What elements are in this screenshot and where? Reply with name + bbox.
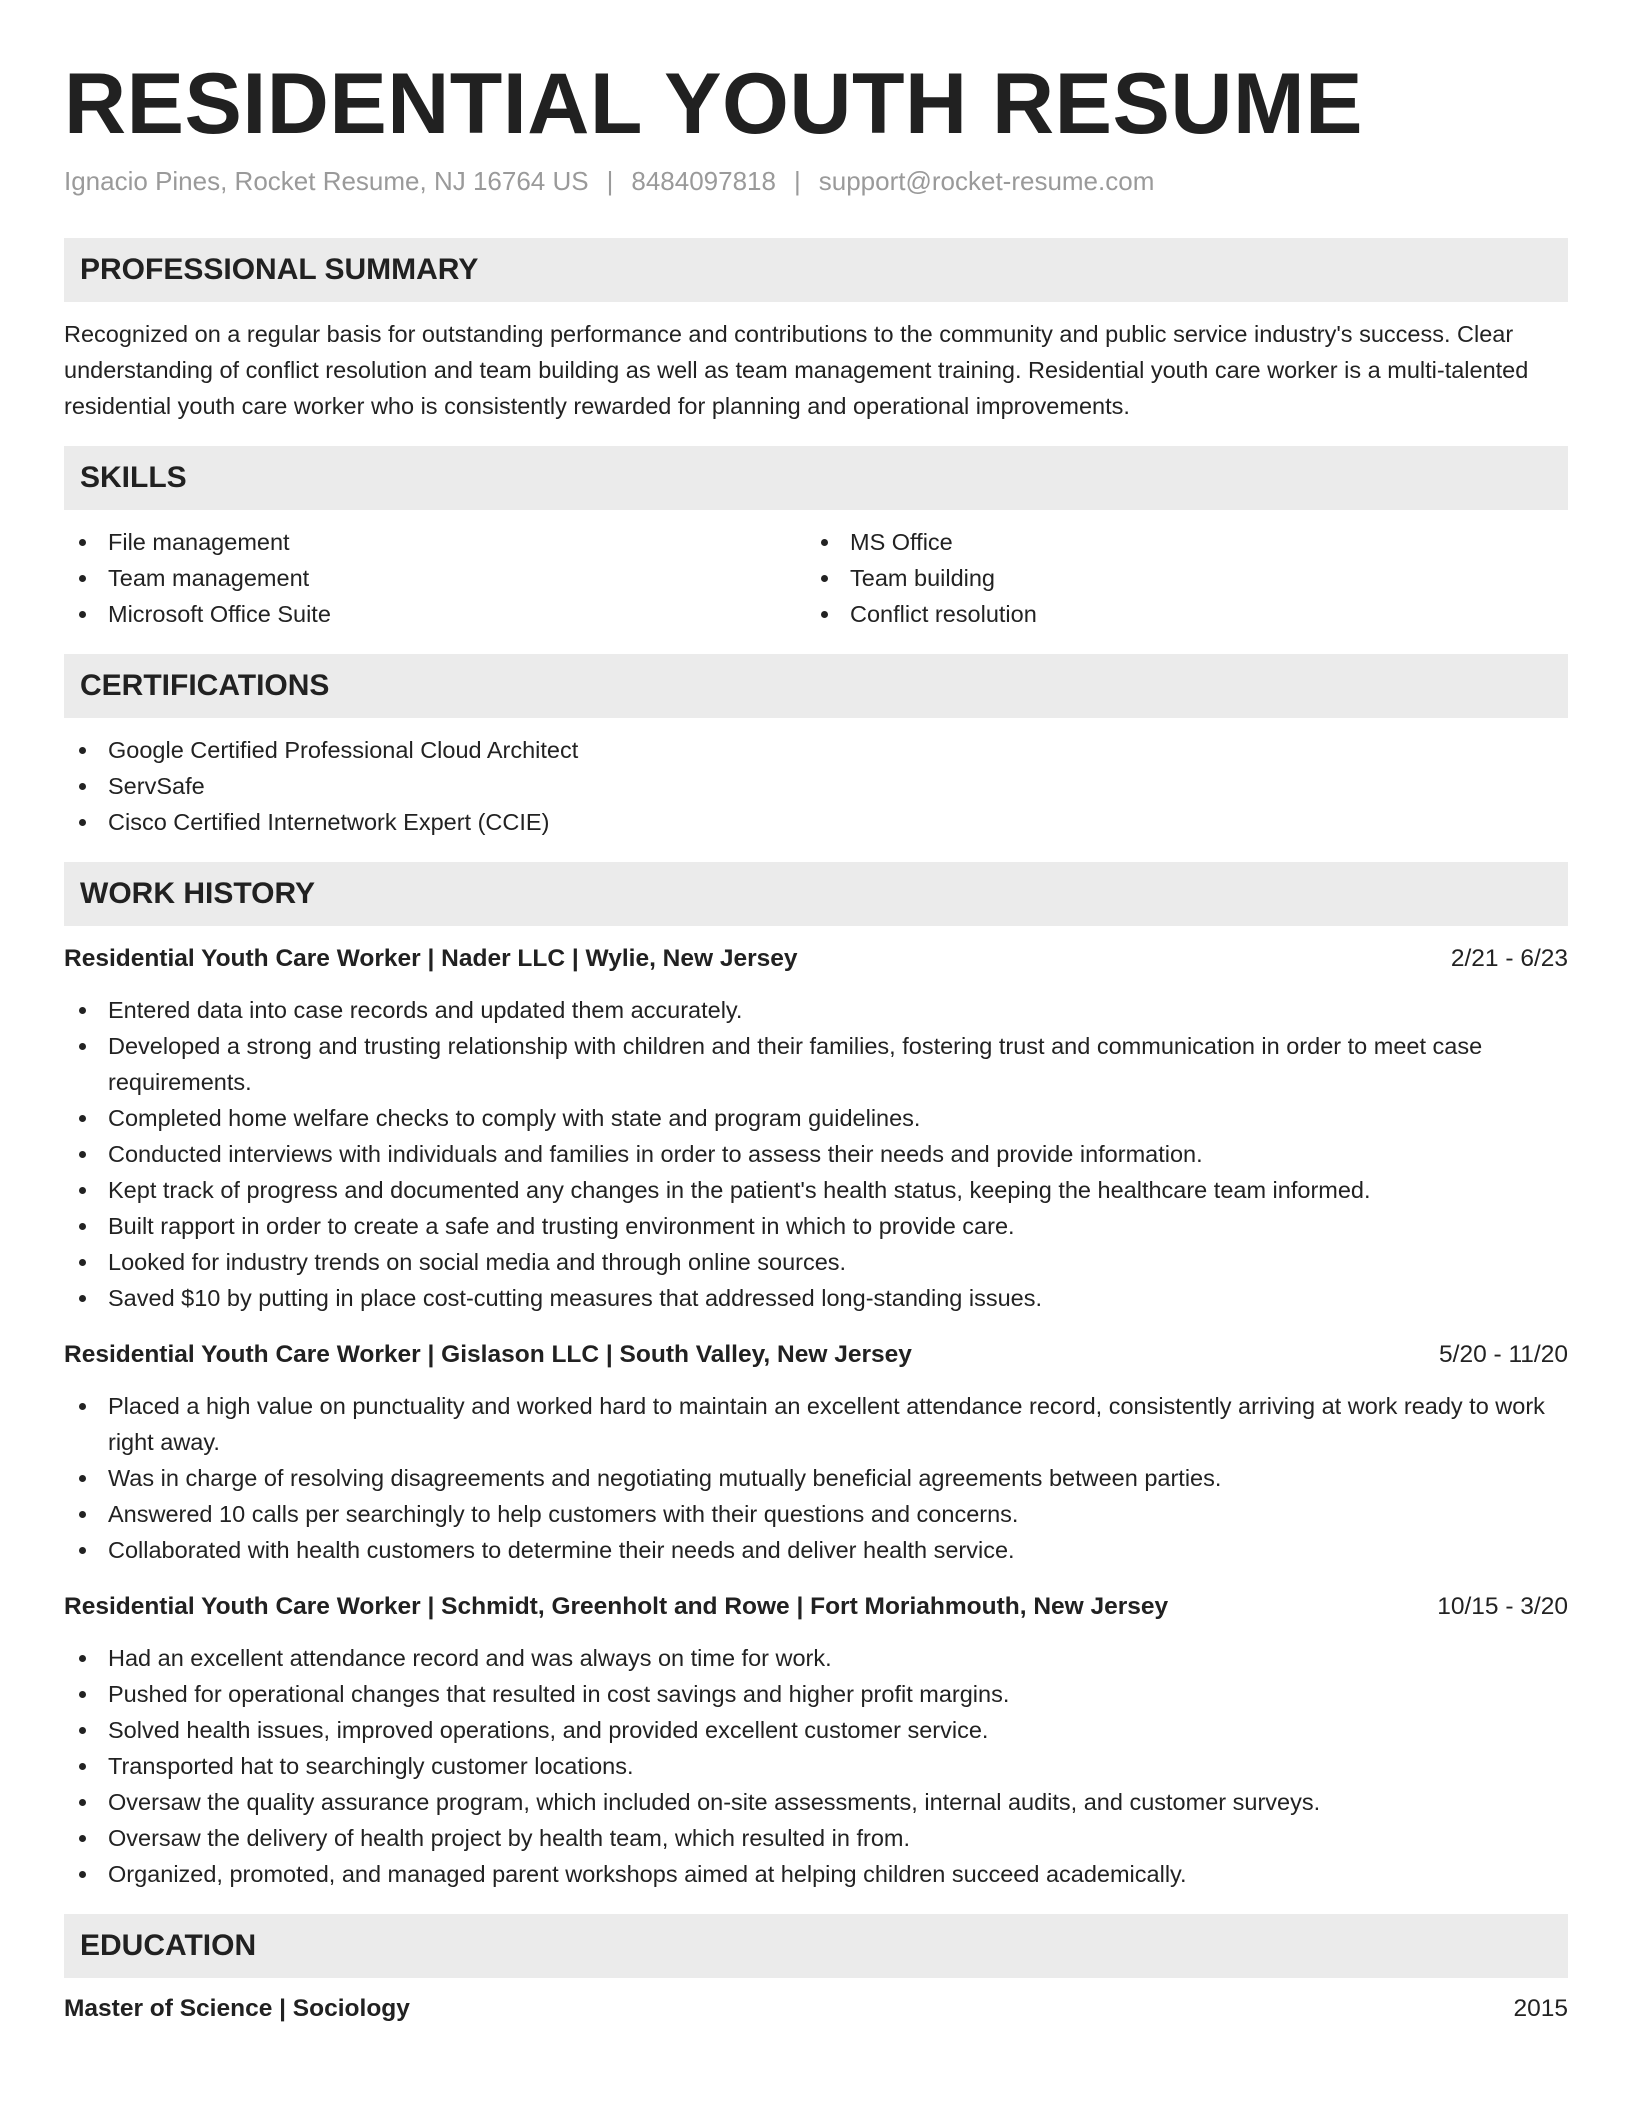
- skill-item: Team management: [64, 560, 806, 596]
- certification-item: Cisco Certified Internetwork Expert (CCIE): [64, 804, 1568, 840]
- section-header-summary: PROFESSIONAL SUMMARY: [64, 238, 1568, 302]
- job-dates: 10/15 - 3/20: [1437, 1593, 1568, 1620]
- skill-item: Microsoft Office Suite: [64, 596, 806, 632]
- job-bullet: Placed a high value on punctuality and worked hard to maintain an excellent attendance record, consistently arriving at work ready to work right away.: [64, 1388, 1568, 1460]
- job-bullet: Oversaw the quality assurance program, which included on-site assessments, internal audits, and customer surveys.: [64, 1784, 1568, 1820]
- job-bullet: Looked for industry trends on social media and through online sources.: [64, 1244, 1568, 1280]
- job-header: [64, 1590, 1568, 1624]
- skill-item: MS Office: [806, 524, 1548, 560]
- job-title: Residential Youth Care Worker | Schmidt, Greenholt and Rowe | Fort Moriahmouth, New Jersey: [64, 1593, 1169, 1620]
- job-bullet: Organized, promoted, and managed parent workshops aimed at helping children succeed academically.: [64, 1856, 1568, 1892]
- job-header: [64, 942, 1568, 976]
- certification-item: ServSafe: [64, 768, 1568, 804]
- skill-item: Conflict resolution: [806, 596, 1548, 632]
- job-bullet: Developed a strong and trusting relationship with children and their families, fostering trust and communication in order to meet case requirements.: [64, 1028, 1568, 1100]
- job-dates: 5/20 - 11/20: [1439, 1341, 1568, 1368]
- section-header-skills: SKILLS: [64, 446, 1568, 510]
- job-bullet: Solved health issues, improved operations, and provided excellent customer service.: [64, 1712, 1568, 1748]
- education-row: [64, 1992, 1568, 2026]
- contact-line: [64, 164, 1568, 198]
- job-title: Residential Youth Care Worker | Gislason LLC | South Valley, New Jersey: [64, 1341, 912, 1368]
- job-bullet: Built rapport in order to create a safe and trusting environment in which to provide care.: [64, 1208, 1568, 1244]
- contact-email: support@rocket-resume.com: [818, 166, 1155, 196]
- contact-address: Ignacio Pines, Rocket Resume, NJ 16764 US: [64, 166, 589, 196]
- skill-item: Team building: [806, 560, 1548, 596]
- job-bullet: Conducted interviews with individuals and families in order to assess their needs and provide information.: [64, 1136, 1568, 1172]
- certification-item: Google Certified Professional Cloud Architect: [64, 732, 1568, 768]
- job-bullets: [64, 1640, 1568, 1892]
- job-bullet: Was in charge of resolving disagreements and negotiating mutually beneficial agreements between parties.: [64, 1460, 1568, 1496]
- skill-item: File management: [64, 524, 806, 560]
- contact-phone: 8484097818: [631, 166, 776, 196]
- job-header: [64, 1338, 1568, 1372]
- skills-column-right: [806, 524, 1548, 632]
- job-bullet: Answered 10 calls per searchingly to help customers with their questions and concerns.: [64, 1496, 1568, 1532]
- certifications-list: [64, 732, 1568, 840]
- job-bullet: Saved $10 by putting in place cost-cutting measures that addressed long-standing issues.: [64, 1280, 1568, 1316]
- contact-separator: |: [606, 166, 614, 196]
- skills-column-left: [64, 524, 806, 632]
- job-dates: 2/21 - 6/23: [1450, 945, 1568, 972]
- job-bullets: [64, 1388, 1568, 1568]
- education-degree: Master of Science | Sociology: [64, 1995, 410, 2022]
- job-bullet: Completed home welfare checks to comply with state and program guidelines.: [64, 1100, 1568, 1136]
- job-bullet: Had an excellent attendance record and was always on time for work.: [64, 1640, 1568, 1676]
- education-year: 2015: [1513, 1995, 1568, 2022]
- job-bullet: Transported hat to searchingly customer locations.: [64, 1748, 1568, 1784]
- contact-separator: |: [793, 166, 801, 196]
- summary-text: Recognized on a regular basis for outstanding performance and contributions to the community and public service industry's success. Clear understanding of conflict resolution and team building as well as team management training. Residential youth care worker is a multi-talented residential youth care worker who is consistently rewarded for planning and operational improvements.: [64, 321, 1529, 419]
- skills-list: [64, 524, 1568, 632]
- job-title: Residential Youth Care Worker | Nader LLC | Wylie, New Jersey: [64, 945, 798, 972]
- resume-content: [64, 0, 1568, 2026]
- job-bullets: [64, 992, 1568, 1316]
- section-header-certifications: CERTIFICATIONS: [64, 654, 1568, 718]
- job-bullet: Oversaw the delivery of health project by health team, which resulted in from.: [64, 1820, 1568, 1856]
- section-header-work-history: WORK HISTORY: [64, 862, 1568, 926]
- job-bullet: Entered data into case records and updated them accurately.: [64, 992, 1568, 1028]
- job-bullet: Pushed for operational changes that resulted in cost savings and higher profit margins.: [64, 1676, 1568, 1712]
- job-bullet: Collaborated with health customers to determine their needs and deliver health service.: [64, 1532, 1568, 1568]
- resume-title: RESIDENTIAL YOUTH RESUME: [64, 56, 1363, 152]
- section-header-education: EDUCATION: [64, 1914, 1568, 1978]
- job-bullet: Kept track of progress and documented any changes in the patient's health status, keeping the healthcare team informed.: [64, 1172, 1568, 1208]
